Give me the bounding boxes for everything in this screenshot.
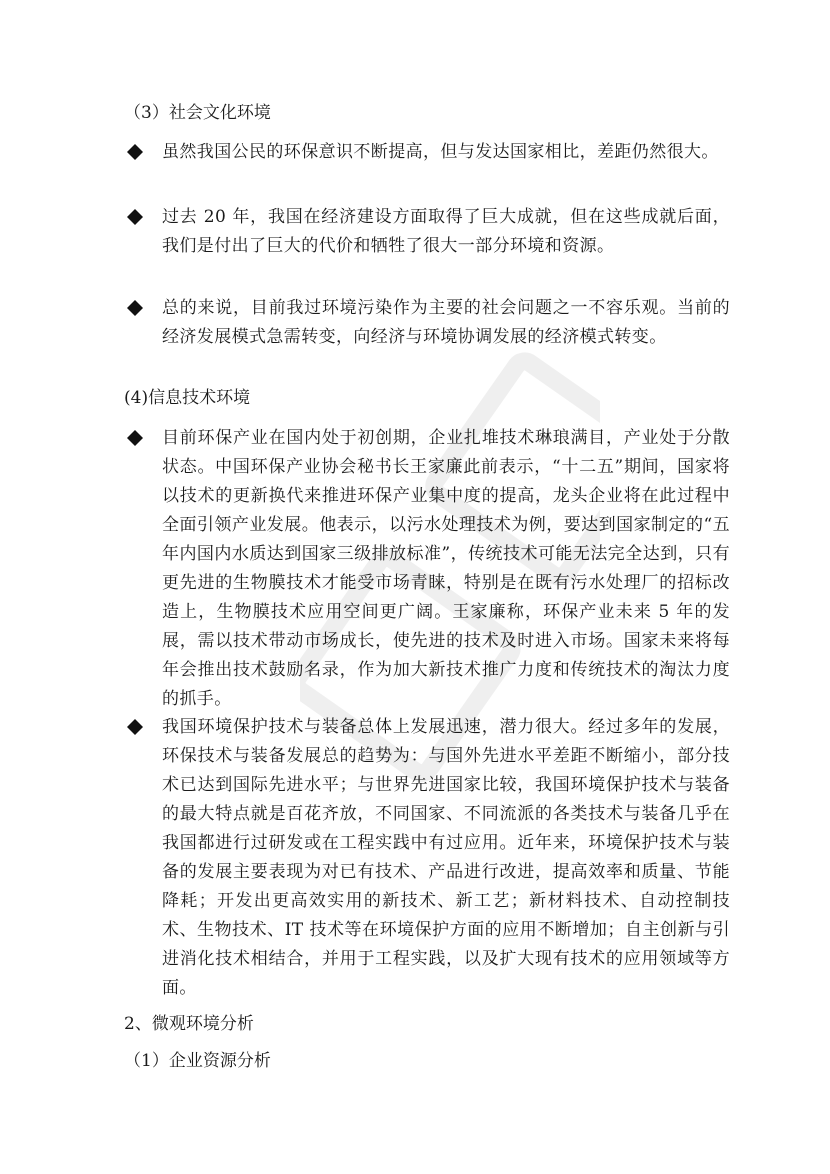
list-item	[126, 294, 730, 352]
diamond-bullet-icon	[126, 208, 144, 226]
list-item	[126, 713, 730, 1003]
section-heading-resource-analysis: （1）企业资源分析	[124, 1051, 271, 1071]
list-item-text: 目前环保产业在国内处于初创期，企业扎堆技术琳琅满目，产业处于分散状态。中国环保产业协会秘书长王家廉此前表示，“十二五”期间，国家将以技术的更新换代来推进环保产业集中度的提高，龙头企业将在此过程中全面引领产业发展。他表示，以污水处理技术为例，要达到国家制定的“五年内国内水质达到国家三级排放标准”，传统技术可能无法完全达到，只有更先进的生物膜技术才能受市场青睐，特别是在既有污水处理厂的招标改造上，生物膜技术应用空间更广阔。王家廉称，环保产业未来 5 年的发展，需以技术带动市场成长，使先进的技术及时进入市场。国家未来将每年会推出技术鼓励名录，作为加大新技术推广力度和传统技术的淘汰力度的抓手。	[162, 428, 730, 709]
section-heading-social-culture: （3）社会文化环境	[124, 103, 271, 123]
diamond-bullet-icon	[126, 429, 144, 447]
diamond-bullet-icon	[126, 143, 144, 161]
diamond-bullet-icon	[126, 718, 144, 736]
list-item-text: 我国环境保护技术与装备总体上发展迅速，潜力很大。经过多年的发展，环保技术与装备发展总的趋势为：与国外先进水平差距不断缩小，部分技术已达到国际先进水平；与世界先进国家比较，我国环境保护技术与装备的最大特点就是百花齐放，不同国家、不同流派的各类技术与装备几乎在我国都进行过研发或在工程实践中有过应用。近年来，环境保护技术与装备的发展主要表现为对已有技术、产品进行改进，提高效率和质量、节能降耗；开发出更高效实用的新技术、新工艺；新材料技术、自动控制技术、生物技术、IT 技术等在环境保护方面的应用不断增加；自主创新与引进消化技术相结合，并用于工程实践，以及扩大现有技术的应用领域等方面。	[162, 717, 730, 998]
list-item-text: 过去 20 年，我国在经济建设方面取得了巨大成就，但在这些成就后面，我们是付出了巨大的代价和牺牲了很大一部分环境和资源。	[162, 207, 730, 256]
diamond-bullet-icon	[126, 299, 144, 317]
list-item	[126, 424, 730, 714]
list-item-text: 虽然我国公民的环保意识不断提高，但与发达国家相比，差距仍然很大。	[162, 142, 719, 162]
section-heading-info-tech: (4)信息技术环境	[124, 388, 251, 408]
list-item	[126, 138, 726, 167]
list-item-text: 总的来说，目前我过环境污染作为主要的社会问题之一不容乐观。当前的经济发展模式急需转变，向经济与环境协调发展的经济模式转变。	[162, 298, 730, 347]
section-heading-micro-environment: 2、微观环境分析	[124, 1014, 254, 1034]
list-item	[126, 203, 730, 261]
